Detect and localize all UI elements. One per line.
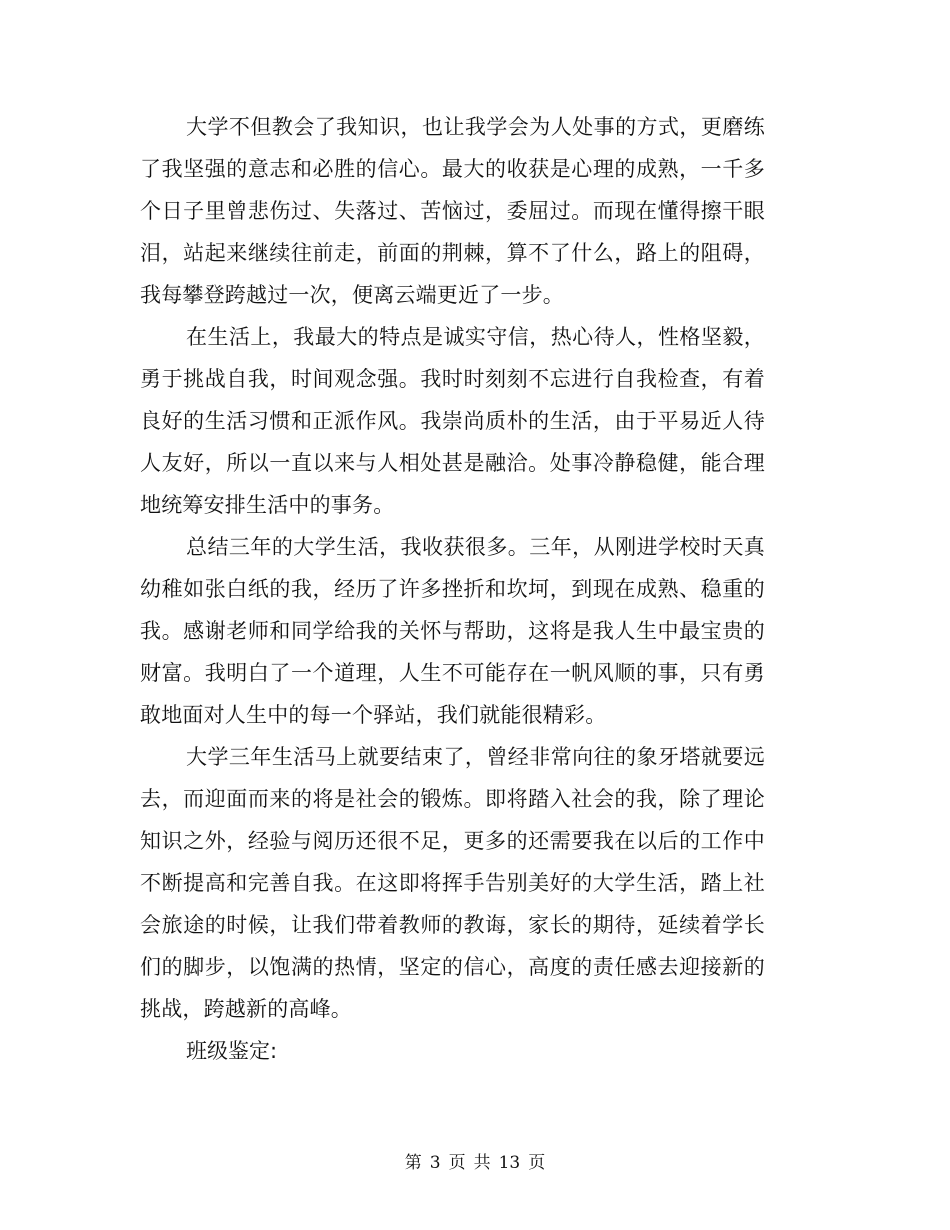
page-prefix: 第 (404, 1153, 422, 1173)
current-page-number: 3 (429, 1153, 441, 1173)
document-body (140, 106, 765, 1072)
total-prefix: 共 (473, 1153, 491, 1173)
paragraph-life: 在生活上，我最大的特点是诚实守信，热心待人，性格坚毅，勇于挑战自我，时间观念强。我时时刻刻不忘进行自我检查，有着良好的生活习惯和正派作风。我崇尚质朴的生活，由于平易近人待人友好，所以一直以来与人相处甚是融洽。处事冷静稳健，能合理地统筹安排生活中的事务。 (140, 325, 765, 517)
class-evaluation-label: 班级鉴定: (186, 1039, 278, 1063)
paragraph-summary: 总结三年的大学生活，我收获很多。三年，从刚进学校时天真幼稚如张白纸的我，经历了许多挫折和坎坷，到现在成熟、稳重的我。感谢老师和同学给我的关怀与帮助，这将是我人生中最宝贵的财富。我明白了一个道理，人生不可能存在一帆风顺的事，只有勇敢地面对人生中的每一个驿站，我们就能很精彩。 (140, 535, 765, 727)
page-footer (0, 1150, 950, 1176)
page-word: 页 (448, 1153, 466, 1173)
total-page-number: 13 (498, 1153, 521, 1173)
paragraph-future: 大学三年生活马上就要结束了，曾经非常向往的象牙塔就要远去，而迎面而来的将是社会的锻炼。即将踏入社会的我，除了理论知识之外，经验与阅历还很不足，更多的还需要我在以后的工作中不断提高和完善自我。在这即将挥手告别美好的大学生活，踏上社会旅途的时候，让我们带着教师的教诲，家长的期待，延续着学长们的脚步，以饱满的热情，坚定的信心，高度的责任感去迎接新的挑战，跨越新的高峰。 (140, 745, 765, 1021)
paragraph-knowledge: 大学不但教会了我知识，也让我学会为人处事的方式，更磨练了我坚强的意志和必胜的信心。最大的收获是心理的成熟，一千多个日子里曾悲伤过、失落过、苦恼过，委屈过。而现在懂得擦干眼泪，站起来继续往前走，前面的荆棘，算不了什么，路上的阻碍，我每攀登跨越过一次，便离云端更近了一步。 (140, 115, 765, 307)
page-suffix: 页 (528, 1153, 546, 1173)
